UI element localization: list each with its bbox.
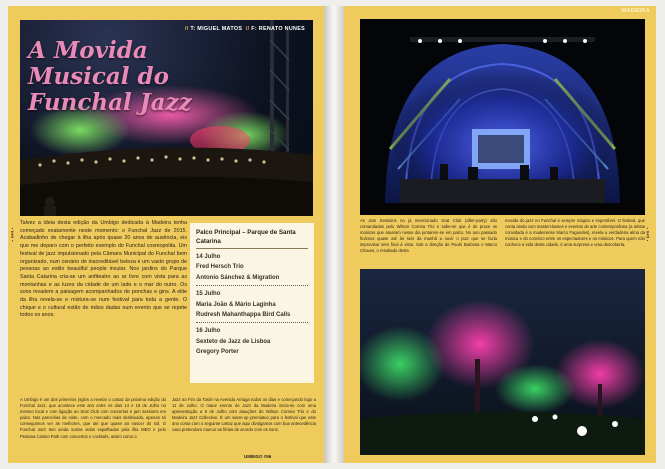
program-date: 16 Julho (196, 328, 221, 335)
program-divider (196, 285, 308, 286)
program-act: Maria João & Mário Laginha (196, 301, 276, 308)
program-act: Rudresh Mahanthappa Bird Calls (196, 312, 291, 319)
garden-illustration (360, 269, 645, 455)
body-column-right: Jazz ao Fim da Tarde na Avenida Arriaga todos os dias e começando logo a 11 de Julho. O maior evento de Jazz da Madeira inicia-se com uma apresentação a 9 de Julho com atuações do Wilson Correia Trio e do Madeira Jazz Collective. É um warm-up premiatuo para o festival que este ano conta com o seguinte cartaz que aqui divulgamos com boa antecedência caso pretendam marcar as férias de acordo com os sons. (172, 397, 316, 433)
body-column-left: As Jam Sessions no já mencionado Scat Club (after-party) são comandadas pelo Wilson Correia Trio e sabe-se que é de praxe os músicos que atuaram nesse dia juntarem-se em palco. No ano passado ficámos quase até às seis da manhã a ouvir o jazz que se fazia improvisar sem final à vista. Sob a direção de Paulo Barbosa e Marco Chaves, o resultado desta (360, 218, 497, 254)
body-column-left: A Umbigo é um dos primeiros (sglos a revelar o cartaz da próxima edição do Funchal Jazz, que acontece este ano entre os dias 14 e 16 de Julho no mesmo local e com ligação ao Scat Club com concertos e jam sessions em palco. Nas parceirias de noite, com o mercado mais desleixado, apenas só conseguimos ver as melhores, que até que quase ao nascer do sol. O Funchal Jazz tem ainda outras vidas espalhadas pela ilha MEO e pelo Pestana Casino Park com concertos e cocktails, assim como o (20, 397, 166, 439)
photo-credits: // T: MIGUEL MATOS // F: RENATO NUNES (185, 26, 305, 32)
program-act: Gregory Porter (196, 349, 239, 356)
program-date: 15 Julho (196, 291, 221, 298)
text-credit: T: MIGUEL MATOS (190, 26, 243, 32)
article-title: A Movida Musical do Funchal Jazz (28, 37, 192, 116)
program-act: Antonio Sánchez & Migration (196, 274, 280, 281)
program-divider (196, 322, 308, 323)
left-page (8, 6, 324, 463)
page-number-left: • 044 • (9, 227, 15, 242)
program-act: Fred Hersch Trio (196, 264, 244, 271)
right-page (344, 6, 656, 463)
program-date: 14 Julho (196, 254, 221, 260)
stage-concert-photo (360, 19, 645, 215)
photo-credit: F: RENATO NUNES (251, 26, 305, 32)
stage-illustration (360, 19, 645, 215)
program-title: Palco Principal – Parque de Santa Catarina (196, 228, 308, 249)
program-act: Sexteto de Jazz de Lisboa (196, 338, 271, 345)
page-number-right: • 045 • (645, 227, 651, 242)
program-box (190, 223, 314, 383)
magazine-footer: UMBIGO #56 (244, 454, 272, 459)
body-column-right: movida do jazz no Funchal é sempre mágico e imperdível. O festival, que conta ainda com masterclasses e eventos de arte contemporânea (a artista convidada é a madeirense Marco Fagundes), revela a verdadeira alma da música e do convívio entre os espectadores e os músicos. Para quem não conhece a vida desta cidade, é uma surpresa e uma descoberta. (505, 218, 645, 248)
page-gutter (324, 6, 344, 463)
section-tag: MADEIRA (621, 8, 650, 14)
garden-lights-photo (360, 269, 645, 455)
festival-crowd-photo (20, 20, 313, 216)
intro-paragraph: Talvez a ideia desta edição da Umbigo dedicada à Madeira tenha começado exatamente neste momento: o Funchal Jazz de 2015. Acabadinho de chegar à ilha após quase 20 anos de ausência, eis que me deparo com o perfeito exemplo do Funchal cosmopolita. Um festival de jazz impulsionado pela Câmara Municipal do Funchal bem organizado, num cenário de inacreditável beleza e um vasto grupo de pessoas ao estilo beautiful people insular. Nos jardins do Parque Santa Catarina cria-se um anfiteatro ao ar livre com vista para as montanhas e as luzes da cidade de um lado e o mar do outro. Os sons invadem a paisagem acompanhados de ponchas e gins. A elite da ilha revela-se e mistura-se num festival para toda a gente. O chique e o cultural estão de mãos dadas num evento que se repete todos os anos. (20, 220, 187, 319)
